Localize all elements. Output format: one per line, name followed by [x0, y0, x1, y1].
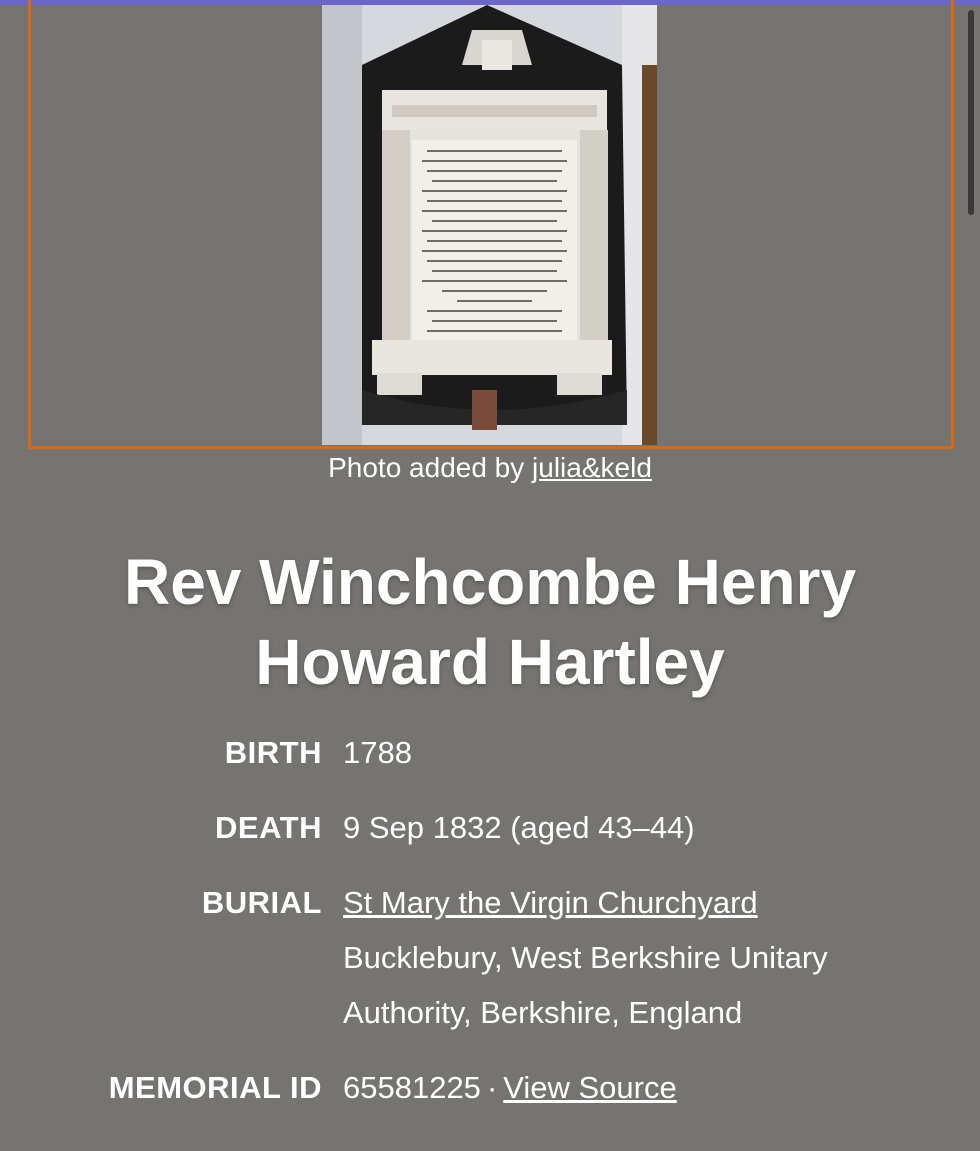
memorial-id-value-group: [343, 1060, 943, 1115]
photo-contributor-link[interactable]: julia&keld: [532, 452, 652, 483]
memorial-id-value: 65581225: [343, 1070, 481, 1105]
memorial-plaque-image: [322, 5, 657, 445]
birth-label: BIRTH: [224, 735, 322, 770]
photo-caption: [0, 452, 980, 484]
photo-caption-prefix: Photo added by: [328, 452, 525, 483]
cemetery-link[interactable]: St Mary the Virgin Churchyard: [343, 885, 758, 920]
memorial-name: [40, 542, 940, 702]
memorial-photo[interactable]: [322, 5, 657, 445]
death-value: 9 Sep 1832 (aged 43–44): [343, 810, 695, 845]
burial-value: [343, 875, 943, 1040]
burial-label: BURIAL: [201, 885, 322, 920]
death-label: DEATH: [215, 810, 322, 845]
memorial-name-line-2: Howard Hartley: [255, 626, 725, 698]
scrollbar[interactable]: [968, 10, 974, 215]
separator-dot: ·: [486, 1070, 498, 1105]
memorial-name-line-1: Rev Winchcombe Henry: [123, 546, 857, 618]
burial-location-line-2: Authority, Berkshire, England: [343, 995, 743, 1030]
burial-location-line-1: Bucklebury, West Berkshire Unitary: [343, 940, 828, 975]
birth-value: 1788: [343, 735, 412, 770]
view-source-link[interactable]: View Source: [503, 1070, 677, 1105]
memorial-id-label: MEMORIAL ID: [108, 1070, 322, 1105]
